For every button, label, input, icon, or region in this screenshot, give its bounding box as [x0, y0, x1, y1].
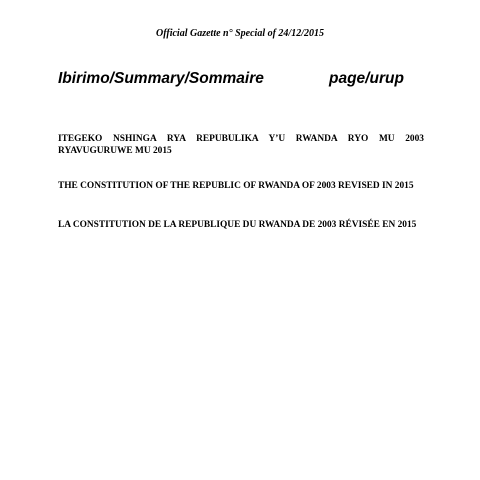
summary-entry-english: THE CONSTITUTION OF THE REPUBLIC OF RWANDA OF 2003 REVISED IN 2015 [58, 181, 414, 191]
summary-title: Ibirimo/Summary/Sommaire [58, 70, 264, 87]
page-column-label: page/urup [329, 70, 404, 87]
gazette-header: Official Gazette n° Special of 24/12/2015 [156, 28, 324, 39]
summary-heading-row [58, 70, 428, 92]
summary-entry-kinyarwanda: ITEGEKO NSHINGA RYA REPUBULIKA Y’U RWANDA RYO MU 2003 RYAVUGURUWE MU 2015 [58, 134, 424, 156]
summary-entry-french: LA CONSTITUTION DE LA REPUBLIQUE DU RWANDA DE 2003 RÉVISÉE EN 2015 [58, 220, 417, 230]
